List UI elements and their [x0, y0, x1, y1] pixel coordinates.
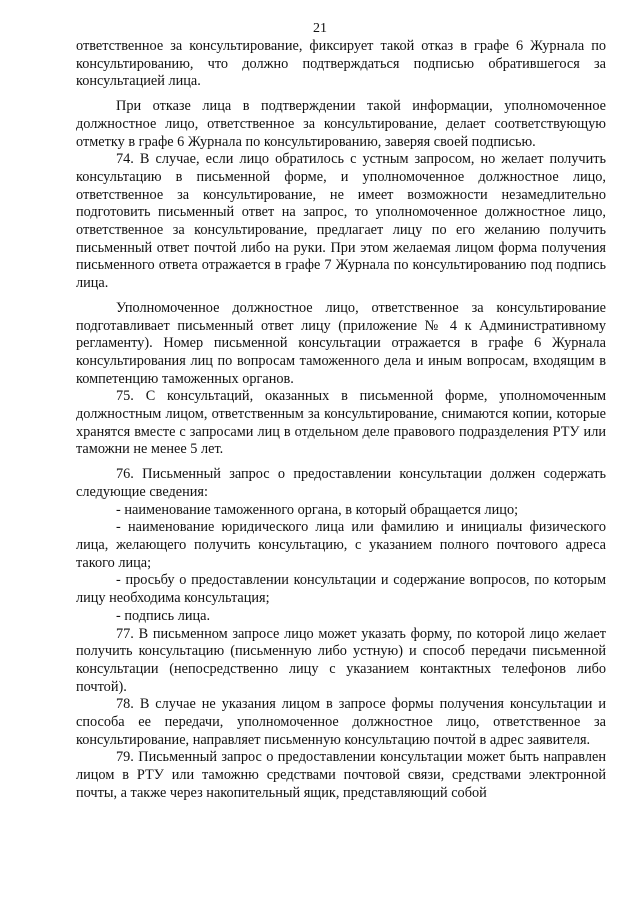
paragraph-75: 75. С консультаций, оказанных в письменной форме, уполномоченным должностным лицом, ответственным за консультирование, снимаются копии, которые хранятся вместе с запросами лиц в отдельном деле правового подразделения РТУ или таможни не менее 5 лет. [76, 388, 606, 458]
list-item-applicant-name: - наименование юридического лица или фамилию и инициалы физического лица, желающего получить консультацию, с указанием полного почтового адреса такого лица; [76, 519, 606, 571]
paragraph-refusal-confirmation: При отказе лица в подтверждении такой информации, уполномоченное должностное лицо, ответственное за консультирование, делает соответствующую отметку в графе 6 Журнала по консультированию, заверяя своей подписью. [76, 98, 606, 150]
document-body [76, 38, 606, 803]
list-item-customs-authority: - наименование таможенного органа, в который обращается лицо; [116, 501, 519, 518]
paragraph-written-answer-preparation: Уполномоченное должностное лицо, ответственное за консультирование подготавливает письменный ответ лицу (приложение № 4 к Административному регламенту). Номер письменной консультации отражается в графе 6 Журнала консультирования лиц по вопросам таможенного дела и иным вопросам, входящим в компетенцию таможенных органов. [76, 299, 606, 387]
paragraph-78: 78. В случае не указания лицом в запросе формы получения консультации и способа ее передачи, уполномоченное должностное лицо, ответственное за консультирование, направляет письменную консультацию почтой в адрес заявителя. [76, 696, 606, 748]
page-number: 21 [313, 21, 327, 36]
list-item-consultation-request: - просьбу о предоставлении консультации и содержание вопросов, по которым лицу необходима консультация; [76, 572, 606, 607]
paragraph-74: 74. В случае, если лицо обратилось с устным запросом, но желает получить консультацию в письменной форме, и уполномоченное должностное лицо, ответственное за консультирование, не имеет возможности незамедлительно подготовить письменный ответ на запрос, то уполномоченное должностное лицо, ответственное за консультирование, предлагает лицу по его желанию получить письменный ответ почтой либо на руки. При этом желаемая лицом форма получения письменного ответа отражается в графе 7 Журнала по консультированию под подпись лица. [76, 151, 606, 292]
paragraph-continuation: ответственное за консультирование, фиксирует такой отказ в графе 6 Журнала по консультированию, что должно подтверждаться подписью обратившегося за консультацией лица. [76, 38, 606, 90]
paragraph-77: 77. В письменном запросе лицо может указать форму, по которой лицо желает получить консультацию (письменную либо устную) и способ передачи письменной консультации (непосредственно лицу с указанием контактных телефонов либо почтой). [76, 625, 606, 695]
paragraph-76: 76. Письменный запрос о предоставлении консультации должен содержать следующие сведения: [76, 466, 606, 500]
list-item-signature: - подпись лица. [116, 607, 211, 624]
paragraph-79: 79. Письменный запрос о предоставлении консультации может быть направлен лицом в РТУ или таможню средствами почтовой связи, средствами электронной почты, а также через накопительный ящик, представляющий собой [76, 749, 606, 801]
